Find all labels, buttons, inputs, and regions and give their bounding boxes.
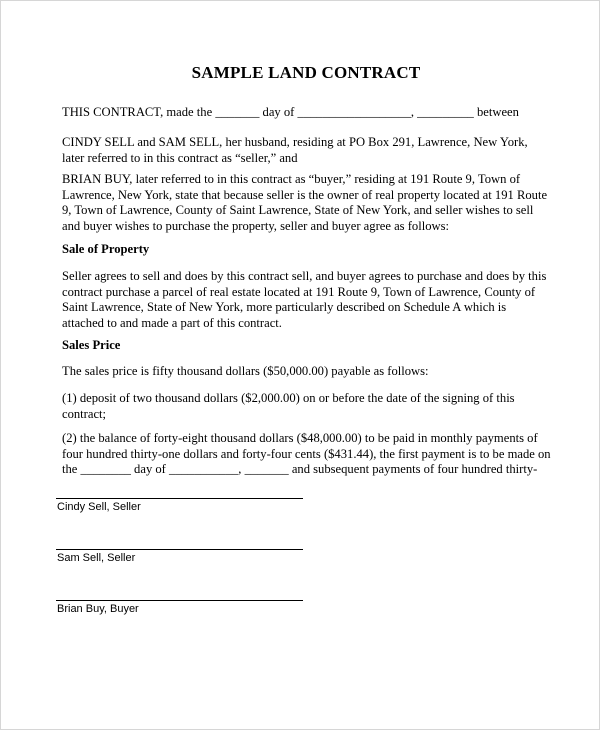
sales-price-item-2 — [62, 431, 557, 478]
signature-line-cindy — [56, 498, 303, 499]
signature-label-cindy: Cindy Sell, Seller — [57, 501, 141, 513]
sellers-line: CINDY SELL and SAM SELL, her husband, residing at PO Box 291, Lawrence, New York, — [62, 135, 528, 149]
sale-of-property-line: Seller agrees to sell and does by this contract sell, and buyer agrees to purchase and does by this — [62, 269, 547, 283]
sale-of-property-heading: Sale of Property — [62, 242, 150, 256]
sales-price-intro-line: The sales price is fifty thousand dollars ($50,000.00) payable as follows: — [62, 364, 429, 378]
sales-price-item-2-line: four hundred thirty-one dollars and forty-four cents ($431.44), the first payment is to be made on — [62, 446, 551, 461]
buyer-line: 9, Town of Lawrence, County of Saint Lawrence, State of New York, and seller wishes to sell — [62, 203, 534, 217]
buyer-line: and buyer wishes to purchase the property, seller and buyer agree as follows: — [62, 218, 450, 233]
sale-of-property-line: attached to and made a part of this contract. — [62, 315, 282, 330]
sales-price-heading: Sales Price — [62, 338, 121, 352]
buyer-paragraph — [62, 172, 557, 234]
document-title: SAMPLE LAND CONTRACT — [191, 63, 421, 82]
sale-of-property-line: contract purchase a parcel of real estate located at 191 Route 9, Town of Lawrence, County of — [62, 284, 536, 299]
signature-label-brian: Brian Buy, Buyer — [57, 603, 139, 615]
intro-paragraph — [62, 105, 557, 121]
sellers-paragraph — [62, 135, 557, 166]
signature-label-sam: Sam Sell, Seller — [57, 552, 136, 564]
sales-price-intro — [62, 364, 557, 380]
buyer-line: Lawrence, New York, state that because seller is the owner of real property located at 191 Route — [62, 187, 548, 202]
sellers-line: later referred to in this contract as “seller,” and — [62, 150, 298, 165]
signature-line-sam — [56, 549, 303, 550]
intro-line: THIS CONTRACT, made the _______ day of __________________, _________ between — [62, 105, 519, 119]
buyer-line: BRIAN BUY, later referred to in this contract as “buyer,” residing at 191 Route 9, Town of — [62, 172, 521, 186]
signature-line-brian — [56, 600, 303, 601]
sales-price-item-1 — [62, 391, 557, 422]
sales-price-item-2-line: the ________ day of ___________, _______ and subsequent payments of four hundred thirty- — [62, 462, 538, 476]
sale-of-property-paragraph — [62, 269, 557, 331]
sales-price-item-1-line: contract; — [62, 406, 107, 421]
sales-price-item-1-line: (1) deposit of two thousand dollars ($2,000.00) on or before the date of the signing of this — [62, 391, 515, 405]
sales-price-item-2-line: (2) the balance of forty-eight thousand dollars ($48,000.00) to be paid in monthly payments of — [62, 431, 538, 445]
sale-of-property-line: Saint Lawrence, State of New York, more particularly described on Schedule A which is — [62, 300, 507, 314]
